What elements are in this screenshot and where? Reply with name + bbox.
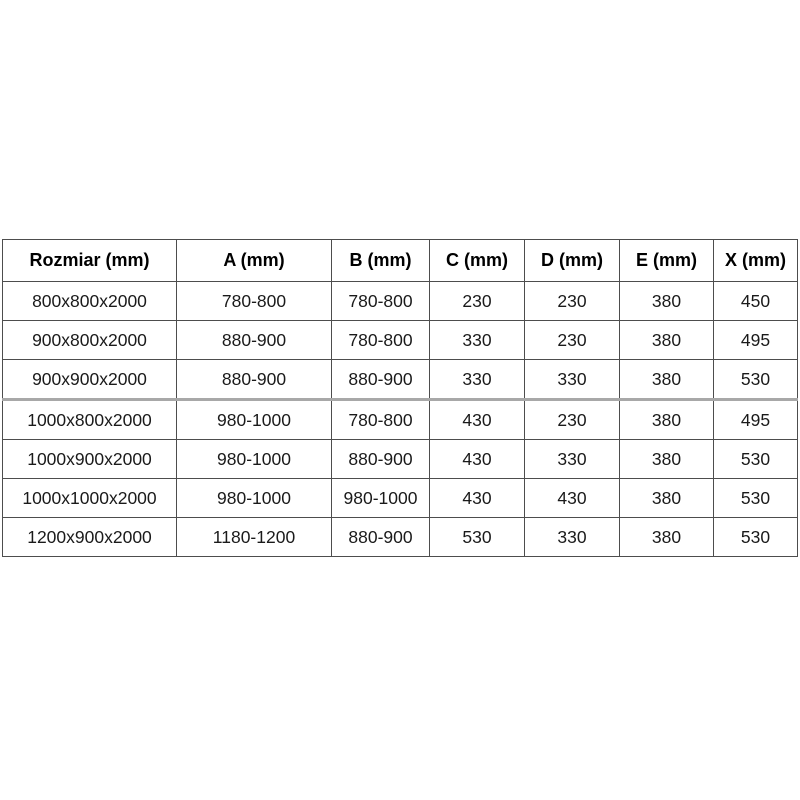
table-cell-b: 880-900 xyxy=(332,360,430,400)
table-cell-a: 980-1000 xyxy=(177,479,332,518)
column-header-e: E (mm) xyxy=(620,240,714,282)
table-cell-x: 530 xyxy=(714,479,798,518)
column-header-a: A (mm) xyxy=(177,240,332,282)
table-cell-c: 230 xyxy=(430,282,525,321)
table-cell-e: 380 xyxy=(620,518,714,557)
table-cell-x: 495 xyxy=(714,321,798,360)
table-row xyxy=(3,321,798,360)
table-cell-size: 1000x900x2000 xyxy=(3,440,177,479)
table-row xyxy=(3,479,798,518)
table-cell-c: 530 xyxy=(430,518,525,557)
table-cell-a: 980-1000 xyxy=(177,440,332,479)
shower-dimensions-table xyxy=(2,239,798,557)
table-cell-c: 330 xyxy=(430,321,525,360)
table-cell-d: 230 xyxy=(525,400,620,440)
table-header-row xyxy=(3,240,798,282)
table-cell-b: 880-900 xyxy=(332,440,430,479)
table-cell-d: 330 xyxy=(525,518,620,557)
table-cell-size: 900x800x2000 xyxy=(3,321,177,360)
table-cell-size: 800x800x2000 xyxy=(3,282,177,321)
table-cell-x: 530 xyxy=(714,518,798,557)
table-cell-b: 880-900 xyxy=(332,518,430,557)
table-cell-x: 530 xyxy=(714,440,798,479)
table-cell-e: 380 xyxy=(620,440,714,479)
table-cell-d: 330 xyxy=(525,440,620,479)
table-cell-c: 430 xyxy=(430,440,525,479)
table-cell-size: 1000x1000x2000 xyxy=(3,479,177,518)
column-header-x: X (mm) xyxy=(714,240,798,282)
table-row xyxy=(3,440,798,479)
table-row xyxy=(3,400,798,440)
table-cell-e: 380 xyxy=(620,321,714,360)
table-cell-b: 780-800 xyxy=(332,282,430,321)
table-cell-size: 900x900x2000 xyxy=(3,360,177,400)
table-cell-x: 450 xyxy=(714,282,798,321)
table-cell-size: 1000x800x2000 xyxy=(3,400,177,440)
table-cell-a: 1180-1200 xyxy=(177,518,332,557)
table-container xyxy=(2,239,797,557)
table-cell-d: 430 xyxy=(525,479,620,518)
table-cell-b: 980-1000 xyxy=(332,479,430,518)
table-cell-c: 430 xyxy=(430,400,525,440)
table-cell-a: 880-900 xyxy=(177,321,332,360)
table-row xyxy=(3,518,798,557)
table-cell-e: 380 xyxy=(620,360,714,400)
table-cell-e: 380 xyxy=(620,400,714,440)
table-cell-a: 780-800 xyxy=(177,282,332,321)
table-cell-a: 980-1000 xyxy=(177,400,332,440)
table-cell-d: 230 xyxy=(525,282,620,321)
table-cell-b: 780-800 xyxy=(332,321,430,360)
table-cell-e: 380 xyxy=(620,282,714,321)
column-header-d: D (mm) xyxy=(525,240,620,282)
table-cell-d: 230 xyxy=(525,321,620,360)
table-cell-b: 780-800 xyxy=(332,400,430,440)
column-header-rozmiar: Rozmiar (mm) xyxy=(3,240,177,282)
table-cell-c: 430 xyxy=(430,479,525,518)
table-row xyxy=(3,282,798,321)
table-cell-a: 880-900 xyxy=(177,360,332,400)
table-cell-x: 495 xyxy=(714,400,798,440)
table-cell-d: 330 xyxy=(525,360,620,400)
table-cell-x: 530 xyxy=(714,360,798,400)
column-header-b: B (mm) xyxy=(332,240,430,282)
table-cell-c: 330 xyxy=(430,360,525,400)
table-cell-size: 1200x900x2000 xyxy=(3,518,177,557)
column-header-c: C (mm) xyxy=(430,240,525,282)
table-cell-e: 380 xyxy=(620,479,714,518)
table-row xyxy=(3,360,798,400)
